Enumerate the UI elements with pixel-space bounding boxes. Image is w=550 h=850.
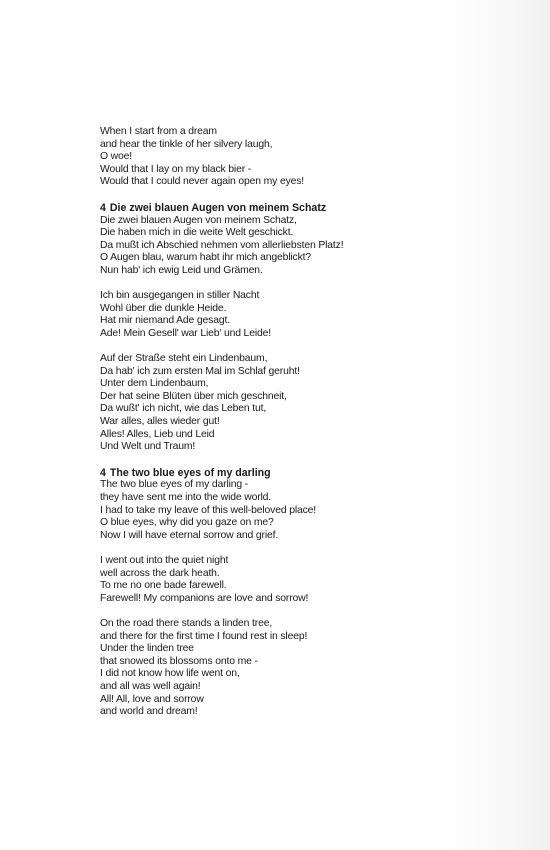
verse-line: Da mußt ich Abschied nehmen vom allerliebsten Platz! xyxy=(100,239,344,251)
verse-line: Ade! Mein Gesell' war Lieb' und Leide! xyxy=(100,327,271,339)
german-section xyxy=(100,202,530,454)
verse-line: Under the linden tree xyxy=(100,643,194,655)
verse-line: When I start from a dream xyxy=(100,126,217,137)
verse-line: Now I will have eternal sorrow and grief. xyxy=(100,529,279,541)
stanza-gap xyxy=(100,341,530,354)
stanza-gap xyxy=(100,605,530,618)
verse-line: and world and dream! xyxy=(100,706,198,718)
english-section xyxy=(100,467,530,719)
verse-line: Und Welt und Traum! xyxy=(100,441,196,453)
german-stanza-3 xyxy=(100,353,530,454)
verse-line: Auf der Straße steht ein Lindenbaum, xyxy=(100,353,268,365)
english-stanza-1 xyxy=(100,479,530,542)
section-title: The two blue eyes of my darling xyxy=(109,466,271,479)
verse-line: The two blue eyes of my darling - xyxy=(100,479,249,491)
verse-line: Would that I could never again open my eyes! xyxy=(100,176,305,188)
stanza-gap xyxy=(100,278,530,291)
verse-line: Hat mir niemand Ade gesagt. xyxy=(100,315,230,327)
section-number: 4 xyxy=(100,201,106,214)
german-stanza-2 xyxy=(100,290,530,340)
verse-line: Wohl über die dunkle Heide. xyxy=(100,302,227,314)
verse-line: Da wußt' ich nicht, wie das Leben tut, xyxy=(100,403,267,415)
verse-line: Alles! Alles, Lieb und Leid xyxy=(100,428,215,440)
section-title: Die zwei blauen Augen von meinem Schatz xyxy=(109,201,327,214)
verse-line: Unter dem Lindenbaum, xyxy=(100,378,209,390)
verse-line: Die haben mich in die weite Welt geschickt. xyxy=(100,227,294,239)
verse-line: On the road there stands a linden tree, xyxy=(100,617,273,629)
german-stanza-1 xyxy=(100,215,530,278)
verse-line: All! All, love and sorrow xyxy=(100,693,204,705)
verse-line: To me no one bade farewell. xyxy=(100,580,227,592)
english-stanza-3 xyxy=(100,618,530,719)
verse-line: I had to take my leave of this well-beloved place! xyxy=(100,504,317,516)
verse-line: and there for the first time I found rest in sleep! xyxy=(100,630,308,642)
verse-line: O woe! xyxy=(100,151,133,163)
intro-verse xyxy=(100,126,530,189)
verse-line: War alles, alles wieder gut! xyxy=(100,416,220,428)
verse-line: O blue eyes, why did you gaze on me? xyxy=(100,517,274,529)
verse-line: Der hat seine Blüten über mich geschneit, xyxy=(100,390,287,402)
lyrics-content xyxy=(100,126,530,719)
verse-line: they have sent me into the wide world. xyxy=(100,492,272,504)
verse-line: I went out into the quiet night xyxy=(100,555,229,566)
section-number: 4 xyxy=(100,466,106,479)
verse-line: that snowed its blossoms onto me - xyxy=(100,655,258,667)
english-stanza-2 xyxy=(100,555,530,605)
verse-line: Ich bin ausgegangen in stiller Nacht xyxy=(100,290,260,302)
verse-line: Would that I lay on my black bier - xyxy=(100,163,252,175)
stanza-gap xyxy=(100,542,530,555)
verse-line: Die zwei blauen Augen von meinem Schatz, xyxy=(100,214,297,226)
verse-line: O Augen blau, warum habt ihr mich angeblickt? xyxy=(100,252,311,264)
verse-line: I did not know how life went on, xyxy=(100,668,240,680)
verse-line: and hear the tinkle of her silvery laugh, xyxy=(100,138,273,150)
verse-line: well across the dark heath. xyxy=(100,567,220,579)
english-section-heading xyxy=(100,467,530,480)
german-section-heading xyxy=(100,202,530,215)
verse-line: and all was well again! xyxy=(100,680,201,692)
verse-line: Farewell! My companions are love and sorrow! xyxy=(100,592,309,604)
verse-line: Nun hab' ich ewig Leid und Grämen. xyxy=(100,264,263,276)
verse-line: Da hab' ich zum ersten Mal im Schlaf geruht! xyxy=(100,365,300,377)
